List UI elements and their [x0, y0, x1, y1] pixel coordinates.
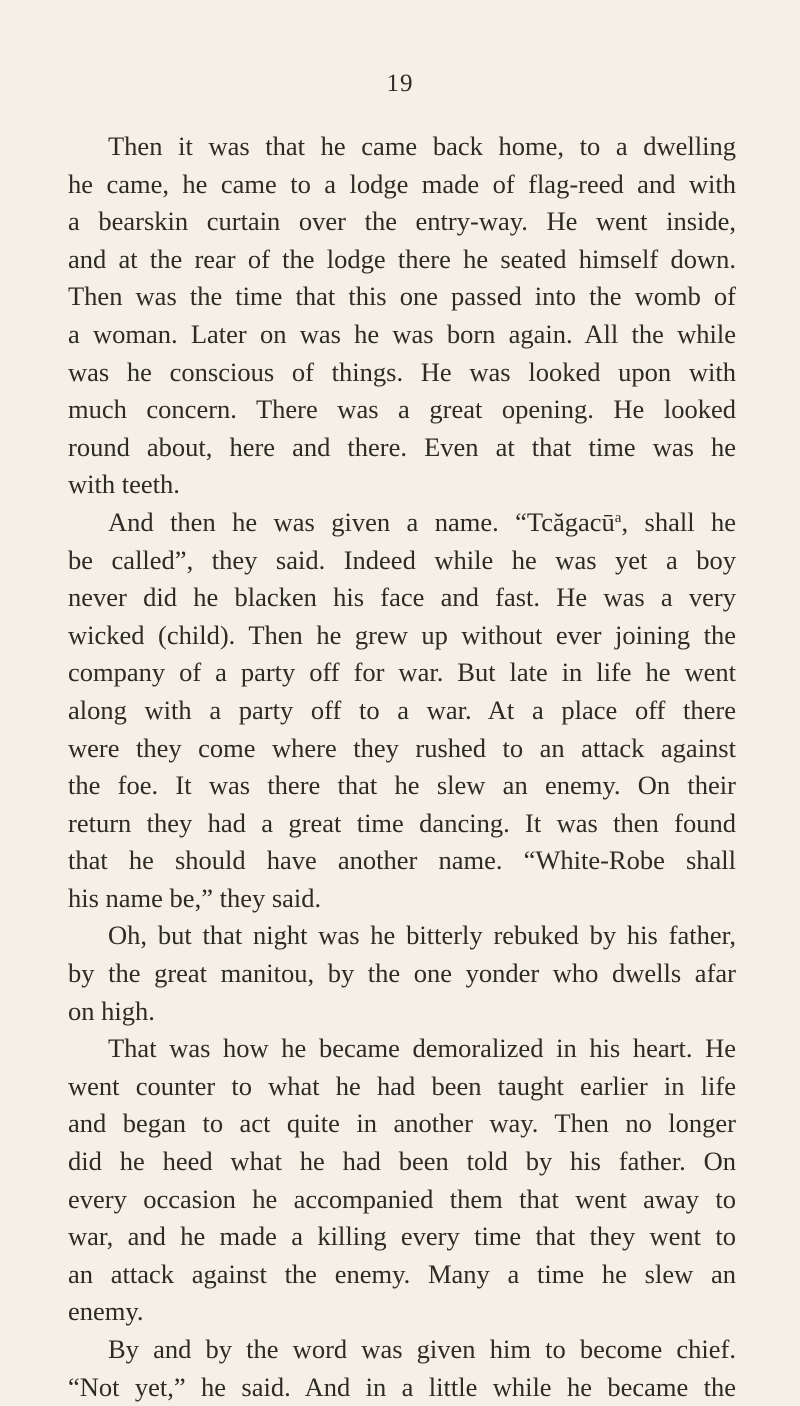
- text-line: [68, 1331, 736, 1369]
- text-line: [68, 993, 736, 1031]
- text-line: [68, 391, 736, 429]
- text-line: [68, 1181, 736, 1219]
- body-text: [68, 128, 736, 1406]
- text-line: [68, 542, 736, 580]
- text-line-content: That was how he became demoralized in his heart. He: [108, 1033, 736, 1064]
- text-line: [68, 880, 736, 918]
- text-line-content: went counter to what he had been taught earlier in life: [68, 1070, 736, 1101]
- text-line-content: did he heed what he had been told by his father. On: [68, 1146, 736, 1177]
- text-line: [68, 1256, 736, 1294]
- text-line: [68, 955, 736, 993]
- text-line-content: by the great manitou, by the one yonder who dwells afar: [68, 958, 736, 989]
- text-line: [68, 504, 736, 542]
- text-line-content: And then he was given a name. “Tcăgacū: [108, 506, 615, 537]
- text-line-content: was he conscious of things. He was looked upon with: [68, 356, 736, 387]
- text-line: [68, 805, 736, 843]
- text-line-content: company of a party off for war. But late in life he went: [68, 657, 736, 688]
- text-line-content: with teeth.: [68, 469, 180, 500]
- text-line: [68, 354, 736, 392]
- text-line-content: Oh, but that night was he bitterly rebuked by his father,: [108, 920, 736, 951]
- text-line-continuation: , shall he: [621, 506, 737, 537]
- text-line: [68, 429, 736, 467]
- text-line-content: his name be,” they said.: [68, 882, 322, 913]
- text-line-content: on high.: [68, 995, 155, 1026]
- text-line: [68, 1143, 736, 1181]
- text-line-content: war, and he made a killing every time that they went to: [68, 1221, 736, 1252]
- text-line-content: that he should have another name. “White-Robe shall: [68, 845, 736, 876]
- text-line-content: be called”, they said. Indeed while he was yet a boy: [68, 544, 736, 575]
- text-line-content: every occasion he accompanied them that went away to: [68, 1183, 736, 1214]
- text-line: [68, 278, 736, 316]
- text-line: [68, 917, 736, 955]
- text-line: [68, 1369, 736, 1406]
- text-line-content: and at the rear of the lodge there he seated himself down.: [68, 243, 736, 274]
- text-line: [68, 466, 736, 504]
- text-line-content: a woman. Later on was he was born again. All the while: [68, 318, 736, 349]
- text-line-content: were they come where they rushed to an attack against: [68, 732, 736, 763]
- text-line-content: an attack against the enemy. Many a time he slew an: [68, 1258, 736, 1289]
- text-line: [68, 166, 736, 204]
- text-line: [68, 241, 736, 279]
- text-line: [68, 1105, 736, 1143]
- text-line: [68, 617, 736, 655]
- text-line-content: enemy.: [68, 1296, 144, 1327]
- text-line: [68, 1068, 736, 1106]
- text-line: [68, 316, 736, 354]
- text-line-content: along with a party off to a war. At a place off there: [68, 694, 736, 725]
- text-line: [68, 842, 736, 880]
- text-line-content: the foe. It was there that he slew an enemy. On their: [68, 770, 736, 801]
- text-line-content: a bearskin curtain over the entry-way. He went inside,: [68, 206, 736, 237]
- text-line: [68, 1030, 736, 1068]
- text-line: [68, 654, 736, 692]
- text-line-content: he came, he came to a lodge made of flag-reed and with: [68, 168, 736, 199]
- text-line: [68, 1293, 736, 1331]
- text-line-content: Then it was that he came back home, to a dwelling: [108, 131, 736, 161]
- text-line-content: Then was the time that this one passed into the womb of: [68, 281, 736, 312]
- text-line-content: By and by the word was given him to become chief.: [108, 1334, 736, 1364]
- text-line-content: return they had a great time dancing. It was then found: [68, 807, 736, 838]
- text-line: [68, 128, 736, 166]
- text-line-content: wicked (child). Then he grew up without ever joining the: [68, 619, 736, 650]
- text-line-content: much concern. There was a great opening. He looked: [68, 394, 736, 425]
- text-line-content: and began to act quite in another way. Then no longer: [68, 1108, 736, 1139]
- text-line-content: round about, here and there. Even at that time was he: [68, 431, 736, 462]
- text-line-content: “Not yet,” he said. And in a little while he became the: [68, 1371, 736, 1402]
- text-line-content: never did he blacken his face and fast. He was a very: [68, 582, 736, 613]
- page-number: 19: [386, 70, 414, 97]
- text-line: [68, 1218, 736, 1256]
- text-line: [68, 579, 736, 617]
- text-line: [68, 692, 736, 730]
- superscript: a: [614, 509, 622, 526]
- text-line: [68, 767, 736, 805]
- text-line: [68, 730, 736, 768]
- text-line: [68, 203, 736, 241]
